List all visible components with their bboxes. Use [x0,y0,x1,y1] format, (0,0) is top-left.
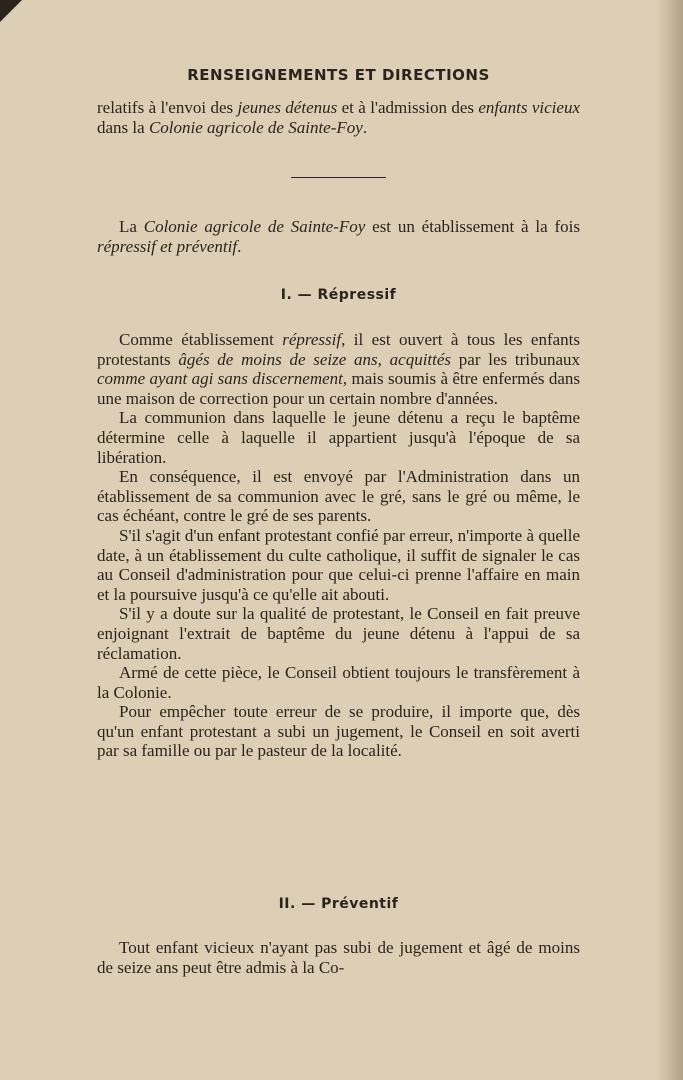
subtitle-italic-jeunes-detenus: jeunes détenus [237,98,338,117]
section1-paragraph-5: S'il y a doute sur la qualité de protestant, le Conseil en fait preuve enjoignant l'extrait de baptême du jeune détenu à l'appui de sa réclamation. [97,604,580,663]
section2-body [97,938,580,977]
text-part: , il est ouvert à tous les enfants protestants [97,330,581,369]
text-part: par les tribunaux [451,349,581,369]
section-heading-preventif: II. — Préventif [278,896,399,912]
section1-body [97,330,580,761]
section1-paragraph-3: En conséquence, il est envoyé par l'Administration dans un établissement de sa communion avec le gré, sans le gré ou même, le cas échéant, contre le gré de ses parents. [97,467,580,526]
page-title: RENSEIGNEMENTS ET DIRECTIONS [187,66,490,84]
subtitle-part: dans la [97,117,149,137]
section1-paragraph-7: Pour empêcher toute erreur de se produire, il importe que, dès qu'un enfant protestant a subi un jugement, le Conseil en soit averti par sa famille ou par le pasteur de la localité. [97,702,580,761]
intro-part: . [237,236,242,256]
subtitle-italic-enfants-vicieux: enfants vicieux [478,98,580,117]
subtitle-part: relatifs à l'envoi des [97,98,238,117]
italic-discernement: comme ayant agi sans discernement [97,369,343,389]
separator-rule [291,177,386,178]
intro-italic-repressif-preventif: répressif et préventif [97,236,238,256]
intro-part: La [119,217,144,236]
intro-italic-colonie: Colonie agricole de Sainte-Foy [143,217,366,236]
section-heading-repressif: I. — Répressif [280,287,397,303]
section1-paragraph-4: S'il s'agit d'un enfant protestant confié par erreur, n'importe à quelle date, à un établissement du culte catholique, il suffit de signaler le cas au Conseil d'administration pour que celui-ci prenne l'affaire en main et la poursuive jusqu'à ce qu'elle ait abouti. [97,525,580,604]
page-corner-shadow [0,0,22,22]
text-part: , mais soumis à être enfermés dans une maison de correction pour un certain nombre d'années. [97,369,581,408]
subtitle-paragraph [97,98,580,137]
section1-paragraph-1 [97,330,580,408]
subtitle-part: et à l'admission des [337,98,479,117]
subtitle-italic-colonie: Colonie agricole de Sainte-Foy [148,117,363,137]
section1-paragraph-2: La communion dans laquelle le jeune détenu a reçu le baptême détermine celle à laquelle il appartient jusqu'à l'époque de sa libération. [97,408,580,467]
text-part: Comme établissement [119,330,283,349]
subtitle-part: . [362,117,368,137]
page-edge-shadow [657,0,683,1080]
italic-repressif: répressif [282,330,342,349]
section1-paragraph-6: Armé de cette pièce, le Conseil obtient toujours le transfèrement à la Colonie. [97,663,580,702]
italic-ages: âgés de moins de seize ans, acquittés [178,349,452,369]
intro-paragraph [97,217,580,256]
section2-paragraph-1: Tout enfant vicieux n'ayant pas subi de jugement et âgé de moins de seize ans peut être admis à la Co- [97,938,580,977]
subtitle-text [97,98,580,137]
intro-text [97,217,580,256]
intro-part: est un établissement à la fois [365,217,580,236]
